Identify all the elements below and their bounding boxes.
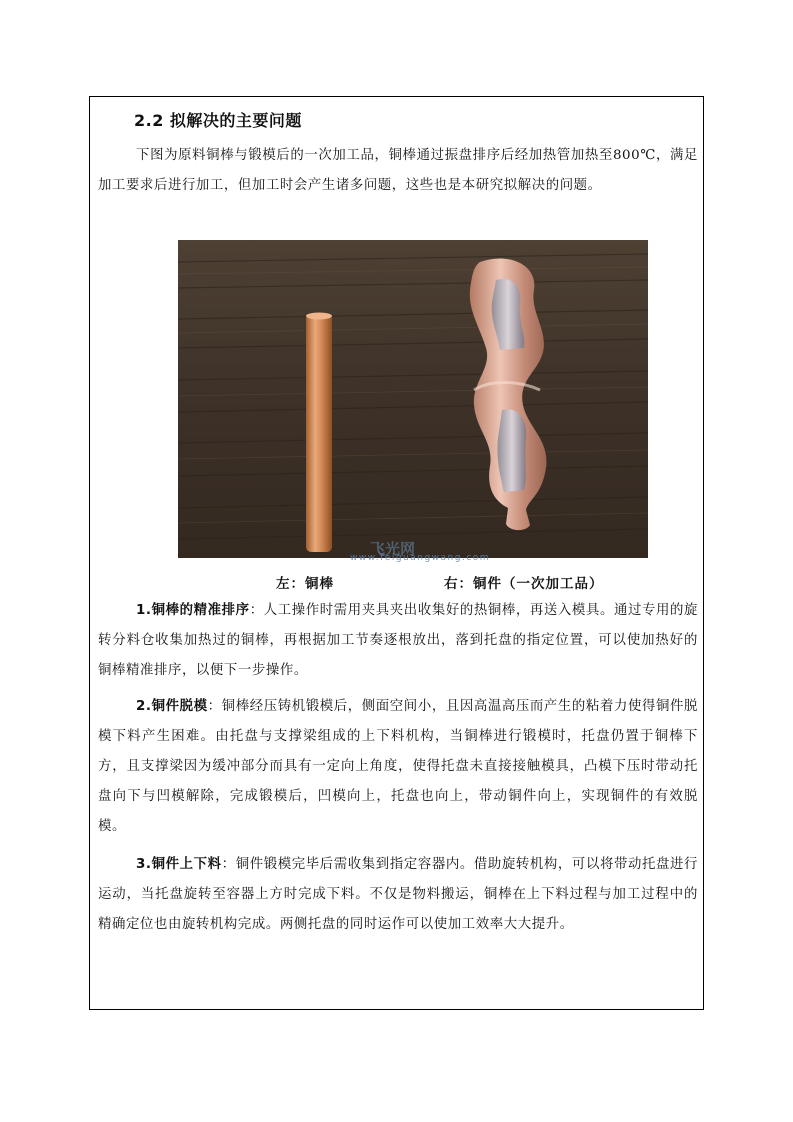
copper-parts-photo (178, 240, 648, 558)
watermark-logo-text: 飞光网 (370, 540, 416, 558)
intro-paragraph (98, 141, 698, 201)
item-lead-3: 3.铜件上下料 (136, 857, 222, 872)
item-body-1: ：人工操作时需用夹具夹出收集好的热铜棒，再送入模具。通过专用的旋转分料仓收集加热过的铜棒，再根据加工节奏逐根放出，落到托盘的指定位置，可以使加热好的铜棒精准排序，以便下一步操作。 (98, 603, 698, 678)
caption-left: 左：铜棒 (276, 576, 334, 592)
item-body-3: ：铜件锻模完毕后需收集到指定容器内。借助旋转机构，可以将带动托盘进行运动，当托盘旋转至容器上方时完成下料。不仅是物料搬运，铜棒在上下料过程与加工过程中的精确定位也由旋转机构完成。两侧托盘的同时运作可以使加工效率大大提升。 (98, 857, 699, 932)
intro-text: 下图为原料铜棒与锻模后的一次加工品，铜棒通过振盘排序后经加热管加热至800℃，满足加工要求后进行加工，但加工时会产生诸多问题，这些也是本研究拟解决的问题。 (98, 148, 698, 193)
item-paragraph-1 (98, 596, 698, 686)
item-body-2: ：铜棒经压铸机锻模后，侧面空间小，且因高温高压而产生的粘着力使得铜件脱模下料产生困难。由托盘与支撑梁组成的上下料机构，当铜棒进行锻模时，托盘仍置于铜棒下方，且支撑梁因为缓冲部分而具有一定向上角度，使得托盘未直接接触模具，凸模下压时带动托盘向下与凹模解除，完成锻模后，凹模向上，托盘也向上，带动铜件向上，实现铜件的有效脱模。 (98, 699, 698, 834)
item-lead-1: 1.铜棒的精准排序 (136, 603, 250, 618)
caption-right: 右：铜件（一次加工品） (444, 576, 604, 592)
watermark-url: www.feiguangwang.com (350, 553, 491, 563)
item-paragraph-3 (98, 850, 698, 940)
item-paragraph-2 (98, 692, 698, 842)
item-lead-2: 2.铜件脱模 (136, 699, 208, 714)
section-heading: 2.2 拟解决的主要问题 (134, 111, 302, 130)
